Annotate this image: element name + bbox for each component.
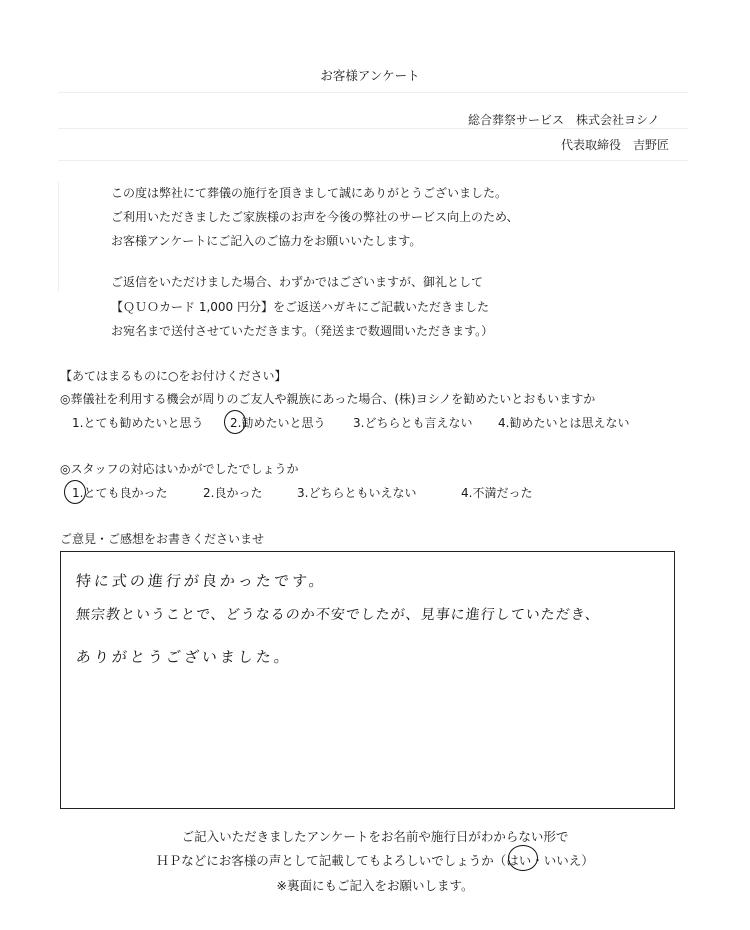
q1-option-2[interactable]: 2.勧めたいと思う <box>230 416 326 430</box>
q2-option-4[interactable]: 4.不満だった <box>461 486 533 500</box>
reply-line: 【ＱＵＯカード 1,000 円分】をご返送ハガキにご記載いただきました <box>111 300 489 314</box>
instructions: 【あてはまるものに○をお付けください】 <box>60 369 287 383</box>
reply-line: ご返信をいただけました場合、わずかではございますが、御礼として <box>111 275 484 289</box>
show-through-line <box>58 160 688 161</box>
handwritten-comment-line: 特に式の進行が良かったです。 <box>75 572 328 590</box>
q2-option-3[interactable]: 3.どちらともいえない <box>297 486 417 500</box>
reply-line: お宛名まで送付させていただきます。（発送まで数週間いただきます。） <box>111 324 494 338</box>
q1-option-4[interactable]: 4.勧めたいとは思えない <box>498 416 630 430</box>
handwritten-comment-line: ありがとうございました。 <box>75 648 293 666</box>
footer-line: ご記入いただきましたアンケートをお名前や施行日がわからない形で <box>181 829 569 844</box>
question-2: ◎スタッフの対応はいかがでしたでしょうか <box>60 462 299 476</box>
intro-line: この度は弊社にて葬儀の施行を頂きまして誠にありがとうございました。 <box>111 186 508 200</box>
intro-line: お客様アンケートにご記入のご協力をお願いいたします。 <box>111 234 422 248</box>
footer-note: ※裏面にもご記入をお願いします。 <box>276 878 474 893</box>
comments-label: ご意見・ご感想をお書きくださいませ <box>60 532 265 546</box>
q1-option-1[interactable]: 1.とても勧めたいと思う <box>72 416 204 430</box>
q2-option-2[interactable]: 2.良かった <box>203 486 263 500</box>
q2-option-1[interactable]: 1.とても良かった <box>72 486 168 500</box>
show-through-line <box>58 128 688 129</box>
representative-name: 代表取締役 吉野匠 <box>561 138 670 152</box>
q1-option-3[interactable]: 3.どちらとも言えない <box>353 416 473 430</box>
selection-circle <box>64 480 86 504</box>
show-through-line <box>58 92 688 93</box>
company-name: 総合葬祭サービス 株式会社ヨシノ <box>468 113 660 127</box>
footer-line: ＨＰなどにお客様の声として記載してもよろしいでしょうか（はい・いいえ） <box>156 853 594 868</box>
selection-circle <box>224 410 246 434</box>
question-1: ◎葬儀社を利用する機会が周りのご友人や親族にあった場合、(株)ヨシノを勧めたいとおもいますか <box>60 392 596 406</box>
page-title: お客様アンケート <box>320 68 420 83</box>
show-through-line <box>58 182 59 292</box>
handwritten-comment-line: 無宗教ということで、どうなるのか不安でしたが、見事に進行していただき、 <box>75 607 601 623</box>
selection-circle <box>508 845 538 871</box>
intro-line: ご利用いただきましたご家族様のお声を今後の弊社のサービス向上のため、 <box>111 210 519 224</box>
